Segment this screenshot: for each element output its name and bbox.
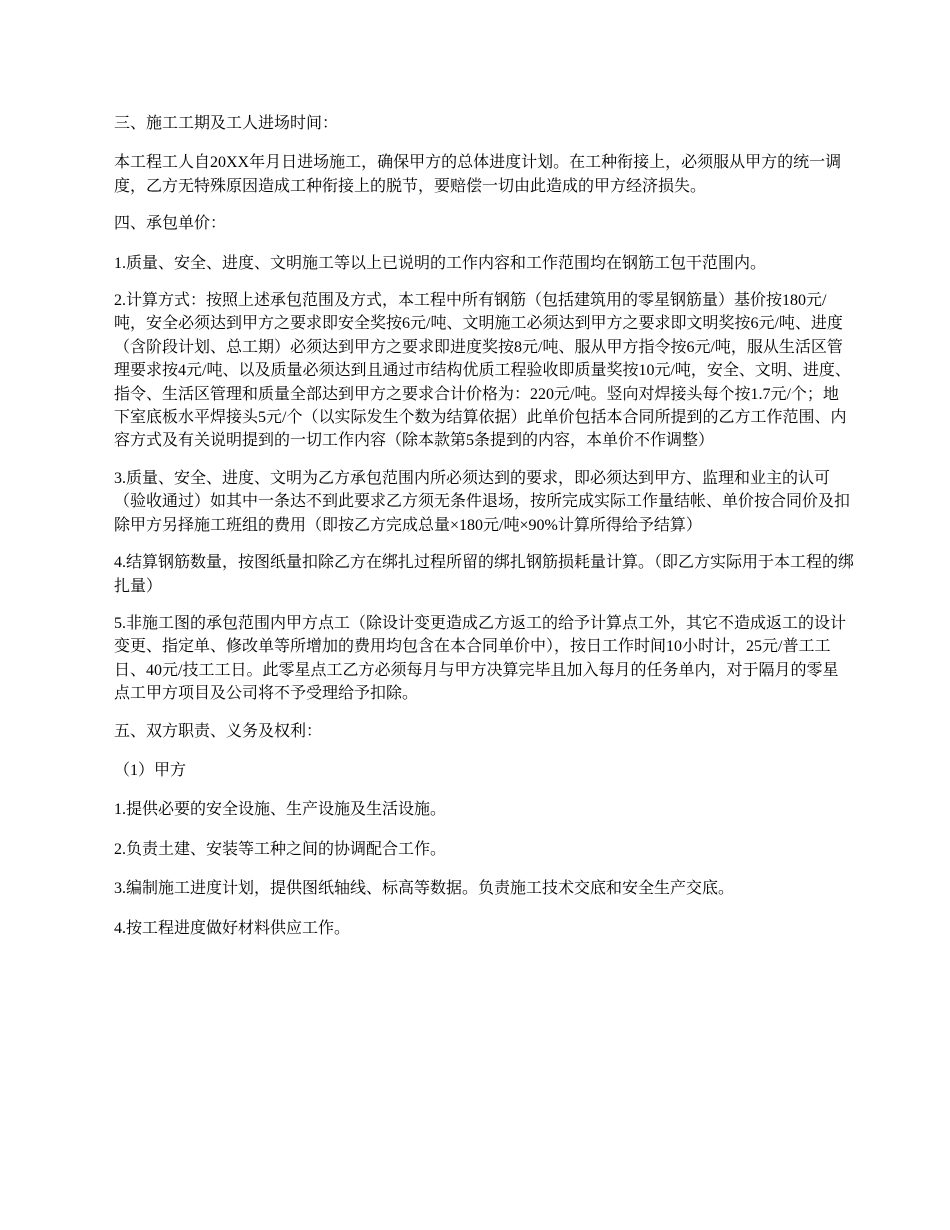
section-heading-schedule: 三、施工工期及工人进场时间：: [114, 115, 339, 132]
paragraph-price-item-1: 1.质量、安全、进度、文明施工等以上已说明的工作内容和工作范围均在钢筋工包干范围内。: [114, 254, 767, 272]
document-page: [114, 112, 854, 956]
paragraph-price-item-5: 5.非施工图的承包范围内甲方点工（除设计变更造成乙方返工的给予计算点工外，其它不造成返工的设计变更、指定单、修改单等所增加的费用均包含在本合同单价中），按日工作时间10小时计，25元/普工工日、40元/技工工日。此零星点工乙方必须每月与甲方决算完毕且加入每月的任务单内，对于隔月的零星点工甲方项目及公司将不予受理给予扣除。: [114, 614, 847, 703]
section-heading-duties: 五、双方职责、义务及权利：: [114, 722, 323, 740]
paragraph-schedule-body: 本工程工人自20XX年月日进场施工，确保甲方的总体进度计划。在工种衔接上，必须服从甲方的统一调度，乙方无特殊原因造成工种衔接上的脱节，要赔偿一切由此造成的甲方经济损失。: [114, 154, 842, 195]
paragraph-price-item-2: 2.计算方式：按照上述承包范围及方式，本工程中所有钢筋（包括建筑用的零星钢筋量）基价按180元/吨，安全必须达到甲方之要求即安全奖按6元/吨、文明施工必须达到甲方之要求即文明奖按6元/吨、进度（含阶段计划、总工期）必须达到甲方之要求即进度奖按8元/吨、服从甲方指令按6元/吨，服从生活区管理要求按4元/吨、以及质量必须达到且通过市结构优质工程验收即质量奖按10元/吨，安全、文明、进度、指令、生活区管理和质量全部达到甲方之要求合计价格为：220元/吨。竖向对焊接头每个按1.7元/个；地下室底板水平焊接头5元/个（以实际发生个数为结算依据）此单价包括本合同所提到的乙方工作范围、内容方式及有关说明提到的一切工作内容（除本款第5条提到的内容，本单价不作调整）: [114, 292, 851, 450]
paragraph-duty-item-4: 4.按工程进度做好材料供应工作。: [114, 919, 351, 937]
paragraph-price-item-3: 3.质量、安全、进度、文明为乙方承包范围内所必须达到的要求，即必须达到甲方、监理和业主的认可（验收通过）如其中一条达不到此要求乙方须无条件退场，按所完成实际工作量结帐、单价按合同价及扣除甲方另择施工班组的费用（即按乙方完成总量×180元/吨×90%计算所得给予结算）: [114, 469, 851, 534]
paragraph-duty-item-2: 2.负责土建、安装等工种之间的协调配合工作。: [114, 840, 447, 858]
subheading-party-a: （1）甲方: [114, 761, 187, 779]
paragraph-price-item-4: 4.结算钢筋数量，按图纸量扣除乙方在绑扎过程所留的绑扎钢筋损耗量计算。（即乙方实际用于本工程的绑扎量）: [114, 554, 855, 595]
paragraph-duty-item-1: 1.提供必要的安全设施、生产设施及生活设施。: [114, 801, 447, 819]
section-heading-unit-price: 四、承包单价：: [114, 215, 227, 233]
paragraph-duty-item-3: 3.编制施工进度计划，提供图纸轴线、标高等数据。负责施工技术交底和安全生产交底。: [114, 880, 735, 898]
